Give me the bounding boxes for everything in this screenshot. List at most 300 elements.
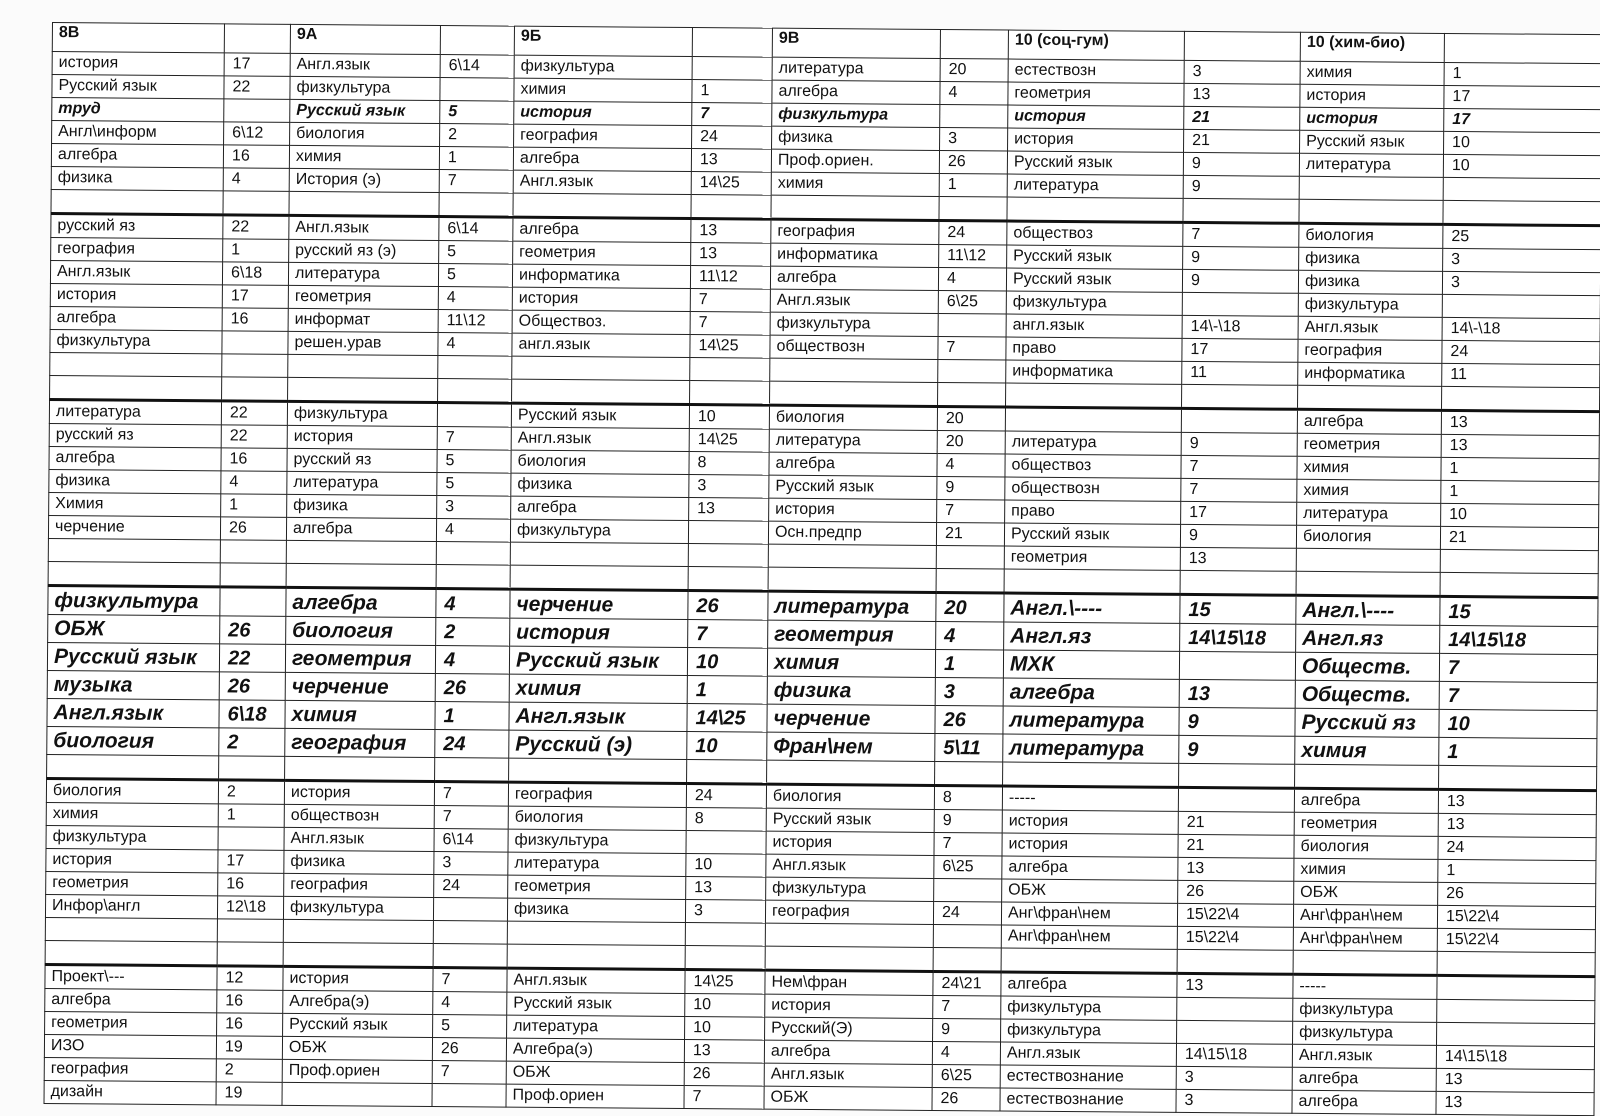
room-cell: 6\12 [224,122,290,146]
room-cell: 4 [932,1041,1000,1065]
empty-cell [45,940,217,965]
room-cell: 24 [1442,340,1600,364]
room-cell [688,544,768,568]
subject-cell: Русский язык [290,99,440,123]
room-cell: 20 [936,592,1004,622]
header-gap [940,29,1008,59]
subject-cell [283,919,433,943]
subject-cell: ОБЖ [282,1036,432,1060]
subject-cell [512,356,690,380]
room-cell: 3 [1176,1066,1292,1090]
subject-cell: дизайн [44,1080,216,1104]
room-cell: 3 [434,852,508,876]
subject-cell: физкультура [48,585,220,615]
room-cell: 5 [438,264,512,288]
subject-cell: история [769,498,937,522]
room-cell [690,358,770,382]
empty-cell [289,191,439,216]
room-cell: 4 [223,168,289,192]
subject-cell: химия [767,648,935,677]
empty-cell [687,760,767,785]
subject-cell: русский яз (э) [289,239,439,263]
subject-cell: Англ.язык [764,1063,932,1087]
room-cell: 11\12 [690,266,770,290]
subject-cell: Англ.язык [513,170,691,194]
subject-cell [510,542,688,566]
room-cell: 10 [685,1016,765,1040]
subject-cell: физкультура [508,829,686,853]
subject-cell: обществоз [1007,221,1183,246]
empty-cell [939,196,1007,221]
room-cell: 26 [684,1062,764,1086]
subject-cell: география [1298,339,1442,363]
room-cell: 19 [216,1082,282,1106]
subject-cell: алгебра [513,147,691,171]
subject-cell [45,917,217,941]
empty-cell [219,756,285,781]
empty-cell [513,193,691,218]
room-cell: 7 [690,312,770,336]
subject-cell: Англ.язык [1298,316,1442,340]
room-cell: 11 [1442,363,1600,387]
room-cell: 11\12 [939,244,1007,268]
subject-cell: литература [287,471,437,495]
room-cell: 7 [934,832,1002,856]
subject-cell: Англ.язык [1292,1044,1436,1068]
room-cell: 1 [935,649,1003,678]
room-cell: 16 [222,308,288,332]
room-cell: 4 [940,81,1008,105]
subject-cell: алгебра [511,496,689,520]
room-cell [1177,997,1293,1021]
room-cell: 15 [1180,594,1296,624]
room-cell: 3 [940,127,1008,151]
room-cell: 15\22\4 [1177,903,1293,927]
room-cell: 1 [1441,480,1599,504]
subject-cell: биология [769,405,937,430]
room-cell: 9 [1179,735,1295,764]
room-cell [686,831,766,855]
subject-cell: химия [1297,456,1441,480]
subject-cell: литература [1297,502,1441,526]
subject-cell: география [51,237,223,261]
subject-cell: Англ.яз [1296,624,1440,653]
room-cell [218,827,284,851]
subject-cell: алгебра [286,587,436,617]
room-cell: 13 [684,1039,764,1063]
subject-cell: алгебра [1292,1090,1436,1114]
subject-cell: химия [46,802,218,826]
room-cell: 10 [1443,154,1600,178]
room-cell: 1 [687,676,767,705]
room-cell: 17 [222,285,288,309]
room-cell: 26 [432,1038,506,1062]
room-cell: 13 [1436,1068,1594,1092]
empty-cell [1439,765,1597,790]
subject-cell: литература [1003,734,1179,763]
room-cell: 8 [689,452,769,476]
room-cell: 24 [939,220,1007,245]
room-cell: 13 [1438,813,1596,837]
subject-cell: Алгебра(э) [506,1038,684,1062]
room-cell [438,356,512,380]
room-cell: 21 [1184,106,1300,130]
subject-cell: история [52,52,224,76]
room-cell: 7 [433,968,507,993]
subject-cell: литература [1003,706,1179,735]
room-cell: 9 [933,1018,1001,1042]
empty-cell [771,195,939,220]
empty-cell [436,565,510,590]
subject-cell: литература [1007,174,1183,198]
empty-cell [285,756,435,781]
room-cell: 22 [223,215,289,240]
room-cell: 7 [937,499,1005,523]
room-cell: 7 [933,995,1001,1019]
subject-cell: геометрия [513,241,691,265]
subject-cell: география [514,124,692,148]
subject-cell: Англ.язык [284,827,434,851]
subject-cell: история [284,780,434,805]
room-cell: 10 [1444,131,1600,155]
room-cell [685,923,765,947]
subject-cell: Англ.язык [290,53,440,77]
room-cell: 26 [932,1087,1000,1111]
subject-cell: история [512,287,690,311]
empty-cell [1295,764,1439,789]
subject-cell: физкультура [287,401,437,426]
room-cell [940,104,1008,128]
room-cell: 7 [1439,653,1597,682]
room-cell: 17 [1444,85,1600,109]
subject-cell: История (э) [289,168,439,192]
room-cell: 17 [1182,338,1298,362]
subject-cell: Русский язык [509,646,687,675]
room-cell: 16 [223,145,289,169]
room-cell: 14\25 [691,172,771,196]
subject-cell: Фран\нем [767,732,935,761]
empty-cell [47,754,219,779]
room-cell: 3 [437,496,511,520]
subject-cell: биология [1294,835,1438,859]
room-cell [938,313,1006,337]
empty-cell [1179,763,1295,788]
room-cell: 1 [218,804,284,828]
subject-cell: ОБЖ [48,614,220,643]
subject-cell: Осн.предпр [768,521,936,545]
room-cell: 14\15\18 [1176,1043,1292,1067]
room-cell: 4 [436,589,510,619]
subject-cell: геометрия [285,644,435,673]
subject-cell: история [765,994,933,1018]
room-cell: 7 [692,103,772,127]
empty-cell [1296,571,1440,596]
room-cell [1443,177,1600,201]
room-cell: 4 [435,646,509,675]
empty-cell [933,947,1001,972]
subject-cell: биология [766,784,934,809]
room-cell: 3 [685,900,765,924]
subject-cell: труд [52,98,224,122]
subject-cell: Англ.язык [289,215,439,240]
subject-cell: история [510,618,688,647]
room-cell: 2 [219,728,285,757]
subject-cell: обществоз [1005,454,1181,478]
subject-cell: алгебра [1297,409,1441,434]
room-cell: 6\14 [439,217,513,242]
room-cell: 1 [939,173,1007,197]
subject-cell: физкультура [510,519,688,543]
subject-cell: Англ.\---- [1296,595,1440,625]
subject-cell: история [1300,84,1444,108]
subject-cell [1296,548,1440,572]
room-cell: 14\-\18 [1182,315,1298,339]
empty-cell [1182,384,1298,409]
room-cell: 26 [1438,882,1596,906]
header-gap [440,26,514,56]
room-cell: 17 [1444,108,1600,132]
room-cell: 16 [218,873,284,897]
empty-cell [765,946,933,971]
subject-cell: биология [508,806,686,830]
subject-cell [282,1082,432,1106]
subject-cell: алгебра [1292,1067,1436,1091]
empty-cell [217,942,283,967]
subject-cell: геометрия [508,875,686,899]
room-cell: 9 [1182,269,1298,293]
subject-cell: Русский язык [52,75,224,99]
room-cell: 5 [440,101,514,125]
room-cell: 20 [937,406,1005,431]
room-cell: 13 [686,877,766,901]
room-cell: 12 [217,966,283,991]
room-cell [436,542,510,566]
subject-cell: Алгебра(э) [283,990,433,1014]
subject-cell: Англ.язык [1000,1042,1176,1066]
subject-cell: ОБЖ [1294,881,1438,905]
subject-cell: информатика [771,243,939,267]
room-cell [222,331,288,355]
room-cell: 6\25 [938,290,1006,314]
subject-cell: география [508,782,686,807]
header-gap [1184,31,1300,61]
room-cell: 14\15\18 [1440,625,1598,654]
subject-cell: Англ.язык [47,698,219,727]
room-cell [1182,292,1298,316]
room-cell: 7 [1181,455,1297,479]
subject-cell: Русский язык [1007,151,1183,175]
room-cell [1442,294,1600,318]
subject-cell: физкультура [283,896,433,920]
subject-cell: история [283,966,433,991]
subject-cell: физкультура [50,329,222,353]
subject-cell: география [285,728,435,757]
room-cell: 5\11 [935,733,1003,762]
subject-cell: Англ.язык [507,968,685,993]
empty-cell [690,381,770,406]
subject-cell: химия [771,172,939,196]
subject-cell: физкультура [1298,293,1442,317]
room-cell: 24 [692,126,772,150]
room-cell: 3 [935,677,1003,706]
room-cell [938,359,1006,383]
room-cell: 13 [1178,857,1294,881]
subject-cell: химия [509,674,687,703]
room-cell [222,354,288,378]
empty-cell [1437,951,1595,976]
subject-cell: Русский язык [766,808,934,832]
room-cell: 2 [440,124,514,148]
room-cell: 6\14 [434,829,508,853]
room-cell: 11 [1182,361,1298,385]
room-cell: 1 [221,494,287,518]
room-cell: 4 [936,621,1004,650]
subject-cell: ИЗО [44,1034,216,1058]
subject-cell: геометрия [46,871,218,895]
subject-cell: алгебра [764,1040,932,1064]
room-cell: 6\14 [440,55,514,79]
subject-cell: Русский язык [769,475,937,499]
subject-cell: физкультура [1001,996,1177,1020]
room-cell [433,898,507,922]
room-cell [1178,787,1294,812]
empty-cell [1293,950,1437,975]
subject-cell: Русский язык [283,1013,433,1037]
room-cell: 7 [434,782,508,807]
schedule-body [44,23,1600,1116]
subject-cell: физкультура [514,55,692,79]
empty-cell [767,760,935,785]
empty-cell [283,942,433,967]
empty-cell [48,561,220,586]
room-cell [433,921,507,945]
room-cell: 1 [1441,457,1599,481]
subject-cell: Инфор\англ [45,894,217,918]
subject-cell: обществозн [1005,477,1181,501]
room-cell: 3 [689,475,769,499]
room-cell: 12\18 [217,896,283,920]
room-cell: 26 [1178,880,1294,904]
subject-cell: физкультура [1006,291,1182,315]
subject-cell: физкультура [1293,1021,1437,1045]
empty-cell [512,379,690,404]
empty-cell [507,944,685,969]
empty-cell [223,191,289,216]
room-cell: 14\15\18 [1436,1045,1594,1069]
room-cell: 1 [439,147,513,171]
subject-cell: алгебра [1001,972,1177,997]
subject-cell: право [1006,337,1182,361]
subject-cell: биология [511,450,689,474]
room-cell: 10 [689,405,769,430]
room-cell: 17 [224,53,290,77]
room-cell: 3 [1184,60,1300,84]
room-cell: 21 [1178,811,1294,835]
room-cell: 14\25 [689,429,769,453]
room-cell: 16 [217,1013,283,1037]
subject-cell: физика [1298,270,1442,294]
subject-cell: биология [1296,525,1440,549]
subject-cell: алгебра [772,80,940,104]
subject-cell: Анг\фран\нем [1001,925,1177,949]
subject-cell: геометрия [1008,82,1184,106]
room-cell: 22 [221,401,287,426]
subject-cell [768,544,936,568]
empty-cell [435,758,509,783]
subject-cell: история [514,101,692,125]
room-cell: 8 [686,808,766,832]
room-cell [1440,549,1598,573]
room-cell: 13 [691,219,771,244]
subject-cell: русский яз [51,213,223,238]
subject-cell: обществозн [770,335,938,359]
class-header: 10 (соц-гум) [1008,30,1184,60]
subject-cell [288,354,438,378]
room-cell: 3 [1442,271,1600,295]
empty-cell [688,567,768,592]
room-cell [220,540,286,564]
subject-cell: Англ\информ [52,121,224,145]
subject-cell: физика [1299,247,1443,271]
room-cell: 1 [435,702,509,731]
header-gap [692,28,772,58]
subject-cell: литература [288,262,438,286]
subject-cell: ОБЖ [764,1086,932,1110]
subject-cell: черчение [767,704,935,733]
subject-cell: Проф.ориен [506,1084,684,1108]
room-cell: 22 [224,76,290,100]
subject-cell: Русский (э) [509,730,687,759]
room-cell: 24 [1438,836,1596,860]
room-cell: 19 [216,1036,282,1060]
subject-cell: музыка [47,670,219,699]
subject-cell: естествознание [1000,1065,1176,1089]
class-header: 9А [290,24,440,54]
room-cell: 24 [435,730,509,759]
room-cell: 21 [1178,834,1294,858]
room-cell: 24 [434,875,508,899]
subject-cell: литература [772,57,940,81]
subject-cell: русский яз [287,448,437,472]
empty-cell [1177,949,1293,974]
subject-cell: литература [768,591,936,621]
room-cell: 26 [435,674,509,703]
subject-cell: история [50,283,222,307]
subject-cell: физкультура [770,312,938,336]
subject-cell: геометрия [1004,546,1180,570]
subject-cell: алгебра [51,144,223,168]
room-cell [1437,1022,1595,1046]
empty-cell [286,563,436,588]
subject-cell [1005,407,1181,432]
room-cell: 9 [1183,152,1299,176]
subject-cell [286,540,436,564]
subject-cell: Англ.язык [770,289,938,313]
room-cell [936,545,1004,569]
room-cell: 1 [692,80,772,104]
subject-cell: Русский яз [1295,708,1439,737]
subject-cell: Анг\фран\нем [1293,927,1437,951]
empty-cell [1180,570,1296,595]
subject-cell: история [1002,833,1178,857]
subject-cell: биология [290,122,440,146]
subject-cell: география [771,219,939,244]
subject-cell: история [46,848,218,872]
room-cell: 9 [1183,175,1299,199]
room-cell: 15\22\4 [1437,928,1595,952]
subject-cell: химия [289,145,439,169]
empty-cell [1006,383,1182,408]
